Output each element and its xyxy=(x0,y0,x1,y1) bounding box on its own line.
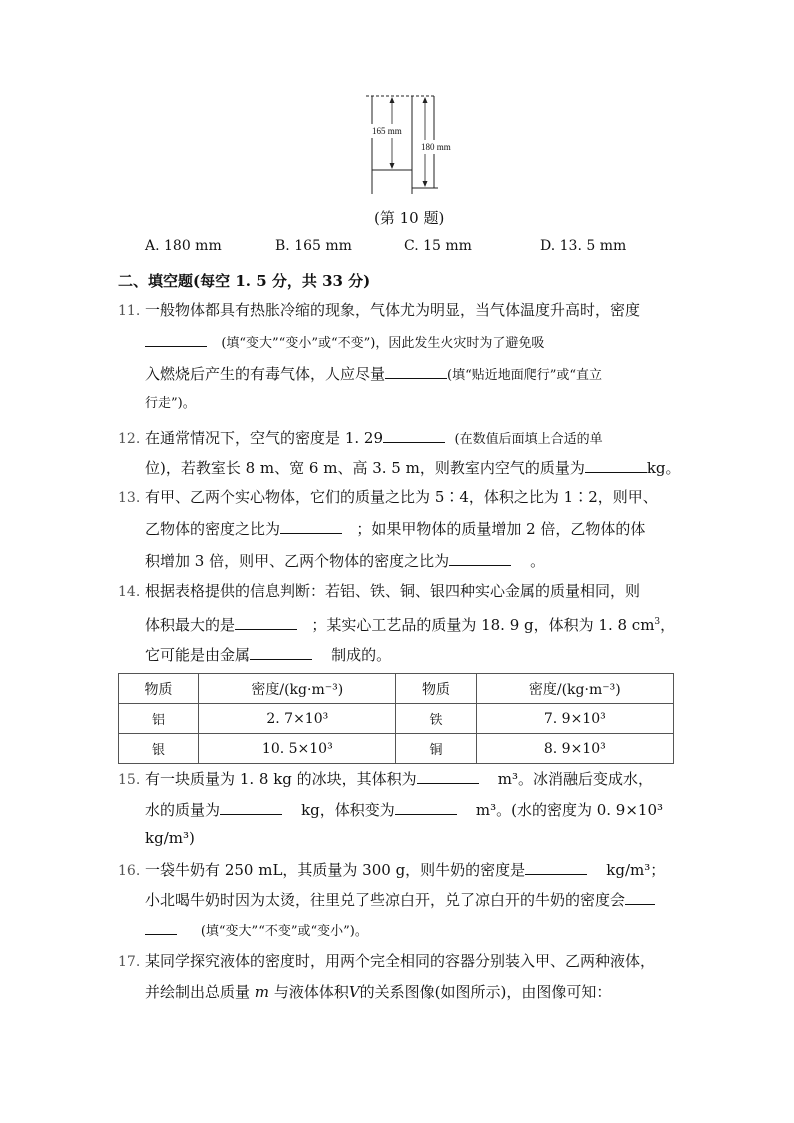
table-header-cell: 物质 xyxy=(119,674,199,704)
q16-blank-2b[interactable] xyxy=(145,918,177,935)
q11-blank-1[interactable] xyxy=(145,330,207,347)
q16-blank-1[interactable] xyxy=(525,858,587,875)
section-title: 二、填空题(每空 1. 5 分，共 33 分) xyxy=(118,272,371,290)
q15-blank-3[interactable] xyxy=(395,798,457,815)
label-180mm: 180 mm xyxy=(421,142,451,152)
q16-blank-2a[interactable] xyxy=(625,888,655,905)
q12-text-2a: 位)，若教室长 8 m、宽 6 m、高 3. 5 m，则教室内空气的质量为 xyxy=(145,459,585,477)
q16-text-2: 小北喝牛奶时因为太烫，往里兑了些凉白开，兑了凉白开的牛奶的密度会 xyxy=(145,891,626,909)
table-cell: 8. 9×10³ xyxy=(476,734,673,764)
q16-line-1 xyxy=(118,858,665,881)
table-row xyxy=(119,734,674,764)
q16-text-1a: 一袋牛奶有 250 mL，其质量为 300 g，则牛奶的密度是 xyxy=(145,861,526,879)
table-cell: 铜 xyxy=(396,734,476,764)
q15-text-3: kg/m³) xyxy=(145,829,195,847)
inner-arrow-head-up xyxy=(390,97,395,103)
q14-text-3b: 制成的。 xyxy=(331,646,392,664)
label-165mm: 165 mm xyxy=(372,126,402,136)
table-header-cell: 物质 xyxy=(396,674,476,704)
q17-var-v: V xyxy=(348,983,360,1001)
q13-text-1: 有甲、乙两个实心物体，它们的质量之比为 5∶4，体积之比为 1∶2，则甲、 xyxy=(145,488,658,506)
q13-number: 13. xyxy=(118,490,141,506)
q14-text-2a: 体积最大的是 xyxy=(145,616,236,634)
table-cell: 2. 7×10³ xyxy=(199,704,396,734)
q15-text-1a: 有一块质量为 1. 8 kg 的冰块，其体积为 xyxy=(145,770,417,788)
q15-blank-1[interactable] xyxy=(417,767,479,784)
table-row xyxy=(119,704,674,734)
table-header-row xyxy=(119,674,674,704)
q16-number: 16. xyxy=(118,863,141,879)
q13-line-2 xyxy=(145,517,645,539)
table-cell: 铝 xyxy=(119,704,199,734)
outer-arrow-head-up xyxy=(423,97,428,103)
option-d: D. 13. 5 mm xyxy=(540,238,627,254)
q14-text-2b: ；某实心工艺品的质量为 18. 9 g，体积为 1. 8 cm xyxy=(311,616,655,634)
q12-line-2 xyxy=(145,456,681,478)
option-b: B. 165 mm xyxy=(275,238,352,254)
q17-text-2b: 与液体体积 xyxy=(273,983,349,1001)
q15-text-2b: kg，体积变为 xyxy=(301,801,395,819)
q17-line-2 xyxy=(145,982,611,1002)
q12-blank-1[interactable] xyxy=(383,426,445,443)
q12-blank-2[interactable] xyxy=(585,456,647,473)
q13-line-3 xyxy=(145,549,545,571)
table-cell: 银 xyxy=(119,734,199,764)
q14-text-1: 根据表格提供的信息判断：若铝、铁、铜、银四种实心金属的质量相同，则 xyxy=(145,582,641,600)
option-c: C. 15 mm xyxy=(404,238,472,254)
q13-text-3a: 积增加 3 倍，则甲、乙两个物体的密度之比为 xyxy=(145,552,450,570)
q11-text-3a: 入燃烧后产生的有毒气体，人应尽量 xyxy=(145,365,386,383)
table-cell: 10. 5×10³ xyxy=(199,734,396,764)
q11-text-1: 一般物体都具有热胀冷缩的现象，气体尤为明显，当气体温度升高时，密度 xyxy=(145,301,641,319)
q17-number: 17. xyxy=(118,954,141,970)
q11-number: 11. xyxy=(118,303,141,319)
q13-text-3b: 。 xyxy=(530,552,546,570)
inner-arrow-head-down xyxy=(390,163,395,169)
figure-q10 xyxy=(352,88,462,198)
q15-blank-2[interactable] xyxy=(220,798,282,815)
table-cell: 7. 9×10³ xyxy=(476,704,673,734)
q17-text-1: 某同学探究液体的密度时，用两个完全相同的容器分别装入甲、乙两种液体， xyxy=(145,952,656,970)
table-header-cell: 密度/(kg·m⁻³) xyxy=(476,674,673,704)
q13-text-2a: 乙物体的密度之比为 xyxy=(145,520,281,538)
q11-line-2 xyxy=(145,330,544,354)
q13-text-2b: ；如果甲物体的质量增加 2 倍，乙物体的体 xyxy=(356,520,646,538)
q12-text-1b: (在数值后面填上合适的单 xyxy=(454,432,603,447)
q14-blank-1[interactable] xyxy=(235,613,297,630)
q17-line-1 xyxy=(118,951,655,972)
q11-line-1 xyxy=(118,300,640,321)
q11-text-4: 行走”)。 xyxy=(145,396,196,411)
q11-line-3 xyxy=(145,362,602,386)
measurement-diagram xyxy=(352,88,462,198)
density-table xyxy=(118,673,674,764)
q12-text-2b: kg。 xyxy=(646,459,681,477)
figure-caption: (第 10 题) xyxy=(374,209,445,227)
q13-blank-1[interactable] xyxy=(280,517,342,534)
q16-text-1b: kg/m³； xyxy=(606,861,666,879)
outer-arrow-head-down xyxy=(423,181,428,187)
q16-line-3 xyxy=(145,918,368,942)
q14-line-1 xyxy=(118,581,640,602)
q11-text-2: (填“变大”“变小”或“不变”)，因此发生火灾时为了避免吸 xyxy=(221,336,545,351)
q12-number: 12. xyxy=(118,431,141,447)
q15-number: 15. xyxy=(118,772,141,788)
q17-text-2c: 的关系图像(如图所示)，由图像可知： xyxy=(359,983,612,1001)
q15-text-2a: 水的质量为 xyxy=(145,801,221,819)
q14-line-2 xyxy=(145,612,675,635)
q15-line-2 xyxy=(145,798,663,820)
q14-number: 14. xyxy=(118,584,141,600)
q12-line-1 xyxy=(118,426,603,450)
q15-line-1 xyxy=(118,767,653,790)
option-a: A. 180 mm xyxy=(145,238,222,254)
q17-var-m: m xyxy=(254,983,270,1001)
q17-text-2a: 并绘制出总质量 xyxy=(145,983,251,1001)
q16-text-3: (填“变大”“不变”或“变小”)。 xyxy=(200,924,368,939)
table-header-cell: 密度/(kg·m⁻³) xyxy=(199,674,396,704)
q14-text-3a: 它可能是由金属 xyxy=(145,646,251,664)
q16-line-2 xyxy=(145,888,655,910)
q14-superscript: 3 xyxy=(654,617,661,627)
q14-line-3 xyxy=(145,643,391,665)
q14-text-2c: ， xyxy=(660,616,676,634)
q15-text-1b: m³。冰消融后变成水， xyxy=(497,770,653,788)
q13-blank-2[interactable] xyxy=(449,549,511,566)
table-cell: 铁 xyxy=(396,704,476,734)
q11-blank-2[interactable] xyxy=(385,362,447,379)
q14-blank-2[interactable] xyxy=(250,643,312,660)
q11-text-3b: (填“贴近地面爬行”或“直立 xyxy=(447,368,603,383)
q15-text-2c: m³。(水的密度为 0. 9×10³ xyxy=(475,801,664,819)
q12-text-1a: 在通常情况下，空气的密度是 1. 29 xyxy=(145,429,383,447)
q13-line-1 xyxy=(118,487,658,508)
